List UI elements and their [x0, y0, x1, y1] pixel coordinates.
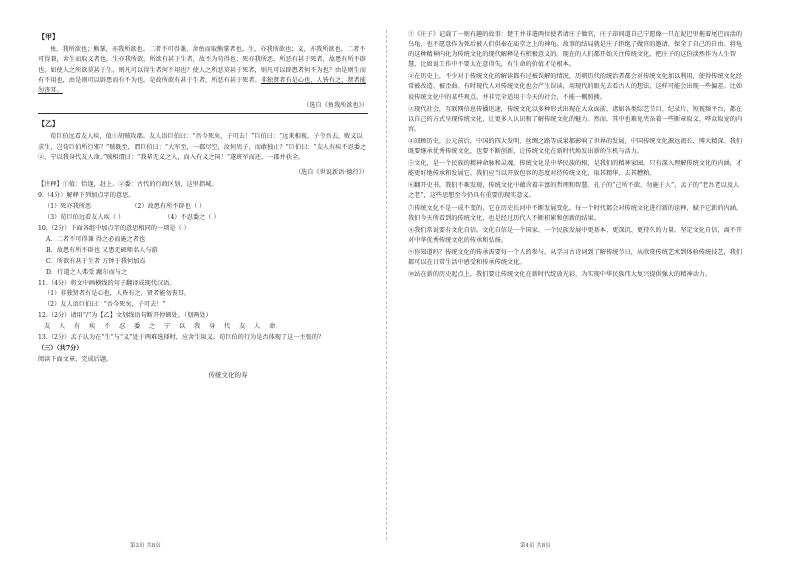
q10-option-d[interactable]: D．行道之人弗受 蹴尔而与之: [46, 268, 128, 276]
column-divider: [386, 30, 387, 540]
q10-option-b[interactable]: B．故患有所不辟也 又患无硕师名人与游: [46, 246, 158, 254]
yi-source: （选自《世说新语·德行》）: [294, 169, 368, 177]
right-column: [408, 30, 743, 545]
page-number-right: 第4页 共8页: [520, 543, 551, 549]
q10-option-c[interactable]: C．所欲有甚于生者 万钟于我何加焉: [46, 257, 146, 265]
article-paragraph: ②在历史上，不少对于传统文化的解读都有过被误解的情况，历朝历代的统治者都会对传统文化加以利用，使得传统文化经常被改造、被歪曲。有时现代人对传统文化也会产生误读，用现代的眼光去看古人的想法，这样可能会出现一些偏差。比如说传统文化中的某些观点，并非完全适用于今天的社会，不能一概照搬。: [408, 73, 743, 101]
article-paragraph: ④回顾历史，公元前后，中国的四大发明、丝绸之路等成果都影响了世界的发展，中国传统文化源远流长、博大精深。我们既要继承优秀传统文化，也要不断创新，让传统文化在新时代焕发出新的生机与活力。: [408, 137, 743, 156]
question-13: 13.（2分）孟子认为在“生”与“义”处于两难选择时，应舍生取义。荀巨伯的行为是否体现了这一主张的？: [38, 334, 325, 342]
yi-paragraph: 荀巨伯远看友人疾，值①胡贼攻郡。友人语巨伯曰：“吾今死矣，子可去！”巨伯曰：“远来相视，子令吾去，败义以求生，岂荀巨伯所行邪？”贼既至，谓巨伯曰：“大军至，一郡尽空，汝何男子，而敢独止？”巨伯曰：“友人有疾不忍委之②，宁以我身代友人命。”贼相谓曰：“我辈无义之人，而入有义之国！”遂班军而还，一郡并获全。: [38, 133, 367, 162]
article-paragraph: ⑧我们常说要有文化自信。文化自信是一个国家、一个民族发展中更基本、更深沉、更持久的力量。坚定文化自信，离不开对中华优秀传统文化的传承和弘扬。: [408, 226, 743, 244]
divider: [38, 113, 368, 114]
jia-header: 【甲】: [38, 32, 59, 41]
left-column: [38, 30, 368, 540]
question-10: 10.（2分）下面各组中加点字的意思相同的一项是（ ）: [38, 225, 190, 232]
section-3-header: （三）（共7分）: [38, 344, 83, 352]
q10-option-a[interactable]: A．二者不可得兼 得之必而施之者也: [46, 235, 146, 243]
article-paragraph: ⑩站在新的历史起点上，我们要让传统文化在新时代绽放光彩，为实现中华民族伟大复兴提供强大的精神动力。: [408, 271, 712, 279]
jia-paragraph: 鱼，我所欲也；熊掌，亦我所欲也。二者不可得兼，舍鱼而取熊掌者也。生，亦我所欲也；义，亦我所欲也。二者不可得兼，舍生而取义者也。生亦我所欲，所欲有甚于生者，故不为苟得也；死亦我所恶，所恶有甚于死者，故患有所不辟也。如使人之所欲莫甚于生，则凡可以得生者何不用也？使人之所恶莫甚于死者，则凡可以辟患者何不为也？由是则生而有不用也，由是则可以辟患而有不为也。是故所欲有甚于生者，所恶有甚于死者。非独贤者有是心也，人皆有之，贤者能勿丧耳。: [38, 46, 366, 95]
article-paragraph: ⑤文化，是一个民族的精神命脉和灵魂。传统文化是中华民族的根，是我们的精神家园。只有深入理解传统文化的内涵，才能更好地传承和发展它。我们应当以开放包容的态度对待传统文化，取其精华、去其糟粕。: [408, 160, 743, 178]
question-11: 11.（4分）将文中画横线的句子翻译成现代汉语。: [38, 279, 176, 287]
q11-item-1: （1）非独贤者有是心也，人皆有之，贤者能勿丧耳。: [44, 290, 191, 298]
q12-char-row[interactable]: 友 人 有 疾 不 忍 委 之 宁 以 我 身 代 友 人 命: [44, 323, 276, 331]
question-9: 9.（4分）解释下列加点字的意思。: [38, 192, 135, 200]
section-3-instruction: 阅读下面文章，完成后题。: [38, 355, 113, 363]
q9-row-2: （3）荀巨伯远看友人疾（ ） （4）不忍委之（ ）: [44, 214, 220, 222]
yi-header: 【乙】: [38, 119, 59, 129]
jia-underline-sentence: 非独贤者有是心也，人皆有之，贤者能勿丧耳。: [38, 76, 366, 95]
q11-item-2: （2）友人语巨伯曰：“吾今死矣，子可去！”: [44, 301, 166, 309]
page-number-left: 第3页 共8页: [130, 543, 161, 549]
article-paragraph: ⑥翻开史书，我们不难发现，传统文化中蕴含着丰富的哲理和智慧。孔子的“己所不欲，勿施于人”，孟子的“老吾老以及人之老”，这些思想至今仍具有重要的现实意义。: [408, 182, 740, 200]
question-12: 12.（2分）请用“/”为【乙】文划线语句断开停顿处。（划两处）: [38, 312, 212, 320]
article-paragraph: ⑦传统文化不是一成不变的，它在历史长河中不断发展变化。每一个时代都会对传统文化进行新的诠释，赋予它新的内涵。我们今天所看到的传统文化，也是经过历代人不断积累和创新的结果。: [408, 204, 743, 222]
article-paragraph: ⑨你知道吗？传统文化的传承需要每一个人的参与。从学习古诗词到了解传统节日，从欣赏传统艺术到体验传统技艺，我们都可以在日常生活中感受和传承传统文化。: [408, 248, 743, 266]
jia-source: （选自《鱼我所欲也》）: [303, 102, 368, 110]
article-title: 传统文化的寿: [208, 370, 248, 379]
article-paragraph: ③现代社会，互联网信息传播迅速，传统文化以多种形式出现在大众面前。诸如各类综艺节目、纪录片、短视频平台，都在以自己的方式呈现传统文化，让更多人认识和了解传统文化的魅力。然而，其中也难免夹杂着一些断章取义、哗众取宠的内容。: [408, 105, 743, 133]
article-paragraph: ①《庄子》记载了一则有趣的故事：楚王并非遣两位使者请庄子做官，庄子却问道自己宁愿像一只在泥巴里拖着尾巴而活的乌龟，也不愿意作为死后被人们供奉在庙堂之上的神龟。故事的结局就是庄子拒绝了做官的邀请，保全了自己的自由。将龟的这种精神内化为传统文化的现代解释是有积极意义的。现在的人们都开始关注传统文化，把庄子的这份淡然作为人生智慧，比如说工作中不要太在意得失，有生命的价值才是根本。: [408, 31, 743, 69]
annotation-note: 【注释】①值：恰逢，赶上。②委：古代的行政区划，这里指城。: [38, 181, 218, 189]
q9-row-1: （1）死亦我所恶 （2）故患有所不辟也（ ）: [44, 203, 206, 211]
